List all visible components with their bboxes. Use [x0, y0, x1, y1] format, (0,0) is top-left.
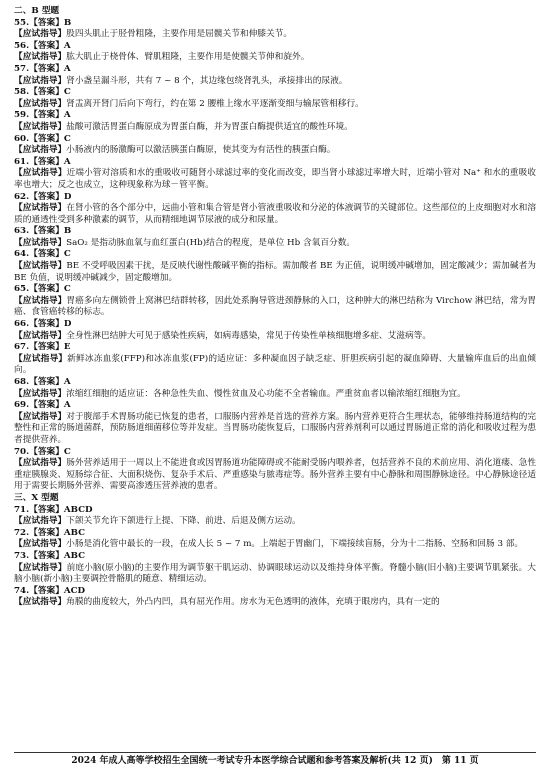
guide-paragraph	[14, 354, 536, 377]
answer-value: ABC	[63, 550, 86, 561]
answer-value: ACD	[63, 585, 86, 596]
answer-label: 【答案】	[29, 550, 64, 561]
guide-label: 【应试指导】	[14, 29, 67, 40]
answer-label: 【答案】	[29, 319, 64, 330]
question-answer-line	[14, 447, 536, 459]
guide-label: 【应试指导】	[14, 562, 67, 573]
answer-label: 【答案】	[29, 110, 64, 121]
answer-label: 【答案】	[29, 40, 64, 51]
guide-text: 肾小盏呈漏斗形，共有 7 ~ 8 个，其边缘包绕肾乳头，承接排出的尿液。	[66, 75, 348, 86]
answer-label: 【答案】	[29, 504, 64, 515]
guide-paragraph	[14, 296, 536, 319]
answer-value: A	[63, 377, 71, 387]
guide-label: 【应试指导】	[14, 330, 67, 341]
guide-label: 【应试指导】	[14, 168, 67, 179]
answer-value: A	[63, 63, 71, 74]
question-number: 65.	[14, 284, 30, 295]
question-answer-line	[14, 134, 536, 146]
guide-label: 【应试指导】	[14, 295, 67, 306]
guide-text: 肾盂离开肾门后向下弯行，约在第 2 腰椎上缘水平逐渐变细与输尿管相移行。	[66, 98, 364, 109]
guide-text: 全身性淋巴结肿大可见于感染性疾病，如病毒感染，常见于传染性单核细胞增多症、艾滋病等。	[66, 330, 431, 341]
question-number: 64.	[14, 249, 30, 260]
section-title: 二、B 型题	[14, 6, 60, 16]
answer-label: 【答案】	[29, 400, 64, 411]
guide-label: 【应试指导】	[14, 411, 67, 422]
answer-label: 【答案】	[29, 284, 64, 295]
question-number: 58.	[14, 87, 30, 98]
question-answer-line	[14, 110, 536, 122]
question-number: 73.	[14, 550, 30, 561]
question-number: 59.	[14, 110, 30, 121]
guide-label: 【应试指导】	[14, 458, 67, 469]
answer-label: 【答案】	[29, 446, 64, 457]
question-answer-line	[14, 284, 536, 296]
question-answer-line	[14, 249, 536, 261]
guide-paragraph	[14, 539, 536, 551]
guide-paragraph	[14, 331, 536, 343]
question-answer-line	[14, 551, 536, 563]
guide-paragraph	[14, 412, 536, 447]
guide-label: 【应试指导】	[14, 52, 67, 63]
guide-text: 股四头肌止于胫骨粗隆，主要作用是屈髋关节和伸膝关节。	[66, 29, 292, 40]
answer-label: 【答案】	[29, 87, 64, 98]
guide-text: 近端小管对溶质和水的重吸收可随肾小球滤过率的变化而改变，即当肾小球滤过率增大时，近端小管对 Na⁺ 和水的重吸收率也增大；反之也成立，这种现象称为球－管平衡。	[14, 168, 536, 190]
question-answer-line	[14, 586, 536, 598]
answer-value: B	[63, 226, 72, 237]
answer-value: D	[63, 191, 72, 202]
question-number: 61.	[14, 156, 30, 167]
question-number: 62.	[14, 191, 30, 202]
answer-value: ABCD	[63, 504, 93, 515]
answer-label: 【答案】	[29, 377, 64, 387]
guide-paragraph	[14, 597, 536, 609]
guide-paragraph	[14, 238, 536, 250]
question-number: 71.	[14, 504, 30, 515]
question-number: 63.	[14, 226, 30, 237]
question-answer-line	[14, 377, 536, 389]
guide-label: 【应试指导】	[14, 353, 68, 364]
answer-value: D	[63, 319, 72, 330]
answer-label: 【答案】	[29, 342, 64, 353]
guide-text: 小肠液内的肠激酶可以激活胰蛋白酶原，使其变为有活性的胰蛋白酶。	[66, 145, 336, 156]
question-answer-line	[14, 18, 536, 30]
guide-paragraph	[14, 99, 536, 111]
guide-text: 肠外营养适用于一周以上不能进食或因胃肠道功能障碍或不能耐受肠内喂养者，包括营养不良的术前应用、消化道瘘、急性重症胰腺炎、短肠综合征、大面积烧伤、复杂手术后、严重感染与脓毒症等。肠外营养主要有中心静脉和周围静脉途径。中心静脉途径适用于需要长期肠外营养、需要高渗透压营养液的患者。	[14, 458, 537, 492]
guide-label: 【应试指导】	[14, 388, 67, 399]
answer-value: ABC	[63, 527, 86, 538]
guide-label: 【应试指导】	[14, 597, 67, 608]
guide-text: 小肠是消化管中最长的一段，在成人长 5 ~ 7 m。上端起于胃幽门，下端接续盲肠，分为十二指肠、空肠和回肠 3 部。	[66, 539, 524, 550]
question-answer-line	[14, 87, 536, 99]
guide-paragraph	[14, 261, 536, 284]
guide-label: 【应试指导】	[14, 261, 67, 272]
guide-paragraph	[14, 76, 536, 88]
answer-label: 【答案】	[29, 63, 64, 74]
guide-paragraph	[14, 122, 536, 134]
guide-label: 【应试指导】	[14, 237, 67, 248]
answer-label: 【答案】	[29, 249, 64, 260]
guide-label: 【应试指导】	[14, 203, 67, 214]
answer-value: C	[63, 249, 71, 260]
answer-value: C	[63, 87, 71, 98]
question-number: 56.	[14, 40, 30, 51]
question-number: 68.	[14, 377, 30, 387]
answer-label: 【答案】	[29, 191, 64, 202]
guide-text: 盐酸可激活胃蛋白酶原成为胃蛋白酶，并为胃蛋白酶提供适宜的酸性环境。	[66, 121, 353, 132]
answer-value: A	[63, 110, 71, 121]
answer-value: A	[63, 156, 71, 167]
guide-paragraph	[14, 29, 536, 41]
answer-value: A	[63, 400, 71, 411]
guide-paragraph	[14, 145, 536, 157]
answer-label: 【答案】	[29, 585, 64, 596]
question-number: 55.	[14, 17, 30, 28]
guide-text: 肱大肌止于桡骨体、臂肌粗隆，主要作用是使髋关节伸和旋外。	[66, 52, 310, 63]
answer-value: C	[63, 133, 71, 144]
question-answer-line	[14, 64, 536, 76]
answer-value: B	[63, 17, 72, 28]
question-number: 57.	[14, 63, 30, 74]
guide-paragraph	[14, 458, 536, 493]
question-answer-line	[14, 157, 536, 169]
question-answer-line	[14, 319, 536, 331]
answer-value: E	[63, 342, 71, 353]
answer-label: 【答案】	[29, 527, 64, 538]
document-content	[14, 6, 536, 609]
guide-text: BE 不受呼吸因素干扰，是反映代谢性酸碱平衡的指标。需加酸者 BE 为正值，说明缓冲碱增加，固定酸减少；需加碱者为 BE 负值，说明缓冲碱减少，固定酸增加。	[14, 261, 536, 283]
question-number: 74.	[14, 585, 30, 596]
answer-label: 【答案】	[29, 17, 64, 28]
question-answer-line	[14, 400, 536, 412]
guide-paragraph	[14, 52, 536, 64]
question-answer-line	[14, 226, 536, 238]
question-answer-line	[14, 505, 536, 517]
answer-label: 【答案】	[29, 226, 64, 237]
guide-label: 【应试指导】	[14, 539, 67, 550]
question-answer-line	[14, 41, 536, 53]
guide-paragraph	[14, 203, 536, 226]
question-answer-line	[14, 342, 536, 354]
answer-value: A	[63, 40, 71, 51]
guide-label: 【应试指导】	[14, 516, 67, 527]
guide-text: 前庭小脑(原小脑)的主要作用为调节躯干肌运动、协调眼球运动以及维持身体平衡。脊髓小脑(旧小脑)主要调节肌紧张。大脑小脑(新小脑)主要调控骨骼肌的随意、精细运动。	[14, 562, 536, 585]
guide-paragraph	[14, 389, 536, 401]
answer-value: C	[63, 284, 71, 295]
page-footer: 2024 年成人高等学校招生全国统一考试专升本医学综合试题和参考答案及解析(共 12 页) 第 11 页	[14, 752, 536, 768]
guide-label: 【应试指导】	[14, 121, 67, 132]
guide-text: 在肾小管的各个部分中，远曲小管和集合管是肾小管液重吸收和分泌的体液调节的关键部位。这些部位的上皮细胞对水和溶质的通透性受到多种激素的调节，从而精细地调节尿液的成分和尿量。	[14, 203, 537, 225]
question-number: 72.	[14, 527, 30, 538]
guide-text: 下颌关节允许下颌进行上提、下降、前进、后退及侧方运动。	[66, 516, 301, 527]
guide-text: 角膜的曲度较大，外凸内凹，具有屈光作用。房水为无色透明的液体，充填于眼房内，具有一定的	[66, 597, 440, 608]
guide-text: 对于腹部手术胃肠功能已恢复的患者，口服肠内营养是首选的营养方案。肠内营养更符合生理状态，能够维持肠道结构的完整性和正常的肠道菌群，预防肠道细菌移位等并发症。当胃肠功能恢复后，口服肠内营养剂利可以通过胃肠道正常的消化和吸收过程为患者提供营养。	[14, 411, 537, 445]
answer-value: C	[63, 446, 71, 457]
question-number: 69.	[14, 400, 30, 411]
section-title: 三、X 型题	[14, 492, 59, 503]
answer-label: 【答案】	[29, 133, 64, 144]
question-answer-line	[14, 528, 536, 540]
guide-paragraph	[14, 563, 536, 586]
question-answer-line	[14, 192, 536, 204]
guide-label: 【应试指导】	[14, 75, 67, 86]
guide-paragraph	[14, 516, 536, 528]
question-number: 70.	[14, 446, 30, 457]
guide-text: SaO₂ 是指动脉血氧与血红蛋白(Hb)结合的程度，是单位 Hb 含氧百分数。	[66, 237, 356, 248]
answer-label: 【答案】	[29, 156, 64, 167]
guide-paragraph	[14, 168, 536, 191]
question-number: 66.	[14, 319, 30, 330]
question-number: 67.	[14, 342, 30, 353]
question-number: 60.	[14, 133, 30, 144]
guide-label: 【应试指导】	[14, 145, 67, 156]
guide-text: 胃癌多向左侧锁骨上窝淋巴结群转移，因此处系胸导管进颈静脉的入口，这种肿大的淋巴结称为 Virchow 淋巴结，常为胃癌、食管癌转移的标志。	[14, 295, 537, 318]
guide-text: 浓缩红细胞的适应证：各种急性失血、慢性贫血及心功能不全者输血。严重贫血者以输浓缩红细胞为宜。	[66, 388, 466, 399]
guide-label: 【应试指导】	[14, 98, 67, 109]
guide-text: 新鲜冰冻血浆(FFP)和冰冻血浆(FP)的适应证：多种凝血因子缺乏症、肝胆疾病引起的凝血障碍、大量输库血后的出血倾向。	[14, 353, 536, 376]
